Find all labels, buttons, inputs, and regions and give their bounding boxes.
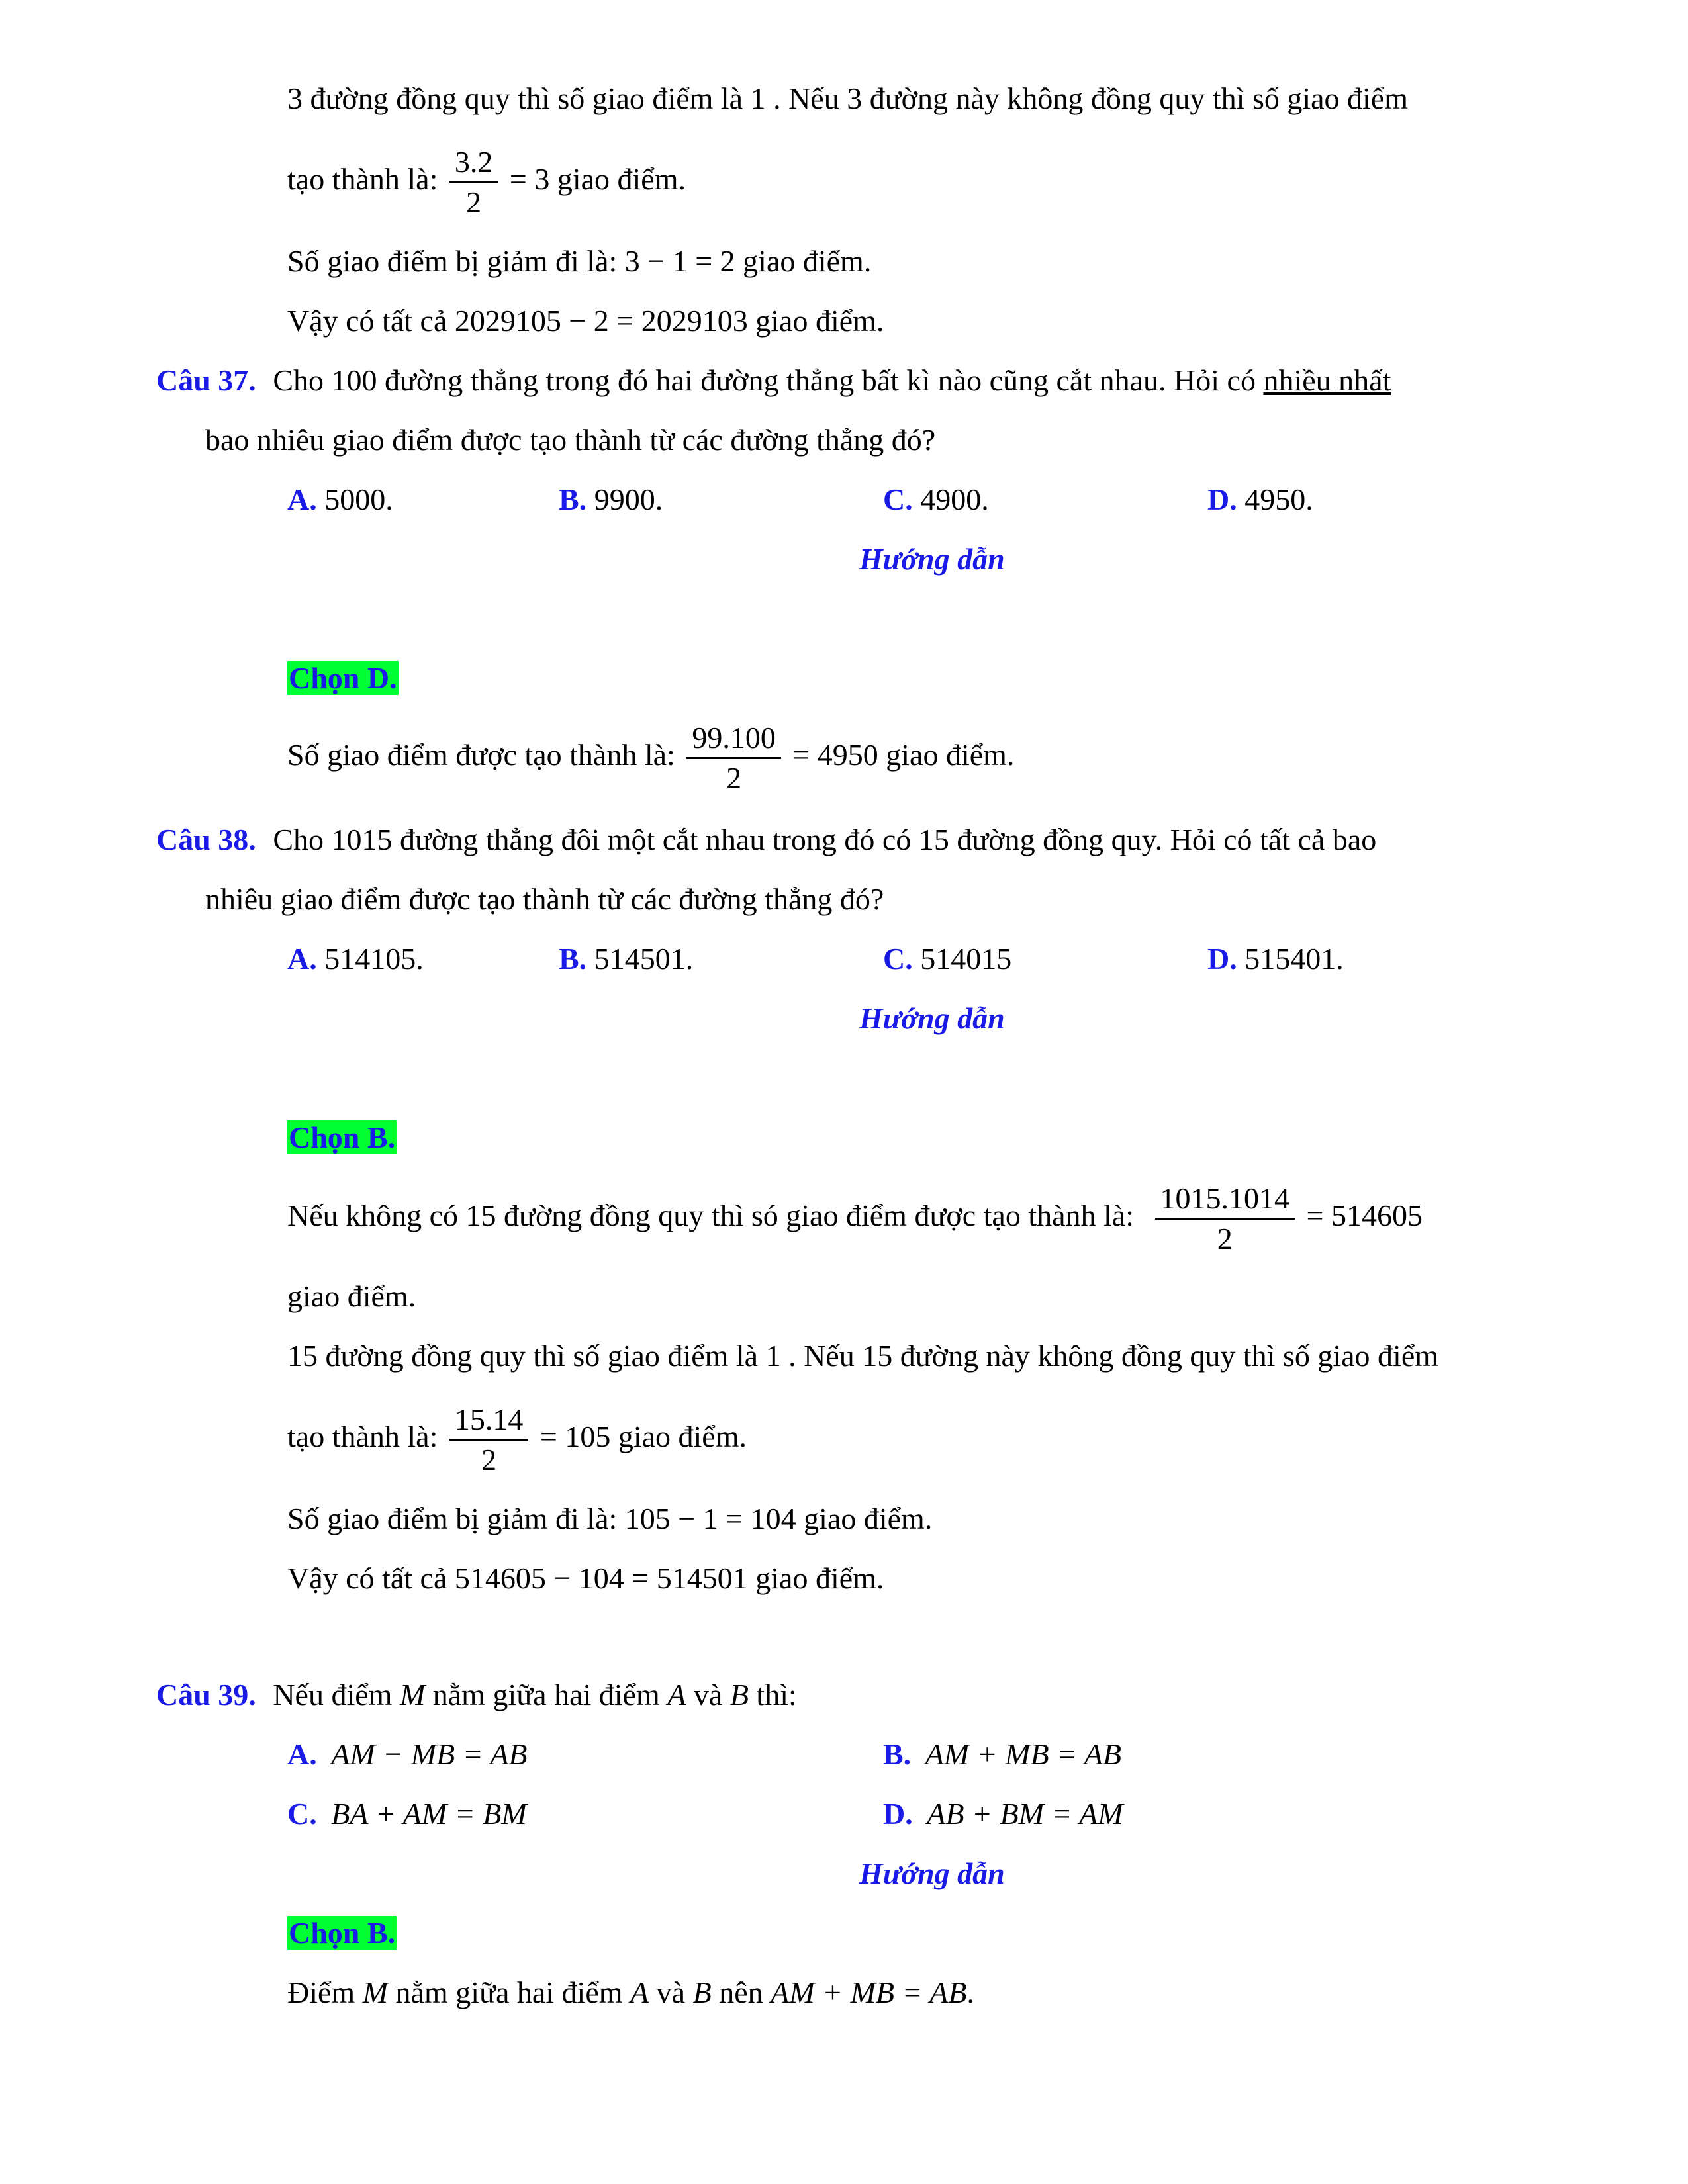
q38-line-1 — [156, 822, 1376, 858]
prev-line-2-text: tạo thành là: — [287, 162, 438, 197]
q38-solution-5: Vậy có tất cả 514605 − 104 = 514501 giao điểm. — [287, 1561, 884, 1595]
q37-line-2: bao nhiêu giao điểm được tạo thành từ các đường thẳng đó? — [205, 423, 936, 457]
q38-choose-badge: Chọn B. — [289, 1120, 396, 1154]
q37-guide-heading: Hướng dẫn — [859, 542, 1005, 576]
fraction — [449, 1402, 529, 1478]
q39-guide-heading: Hướng dẫn — [859, 1856, 1005, 1890]
q38-solution-1: Nếu không có 15 đường đồng quy thì só giao điểm được tạo thành là: $\frac{1015.1014}{2}$ = 514605 — [287, 1181, 1423, 1255]
fraction — [449, 144, 498, 220]
q38-option-d[interactable]: D. 515401. — [1207, 942, 1344, 976]
q37-label: Câu 37. — [156, 363, 256, 397]
fraction — [1155, 1181, 1295, 1257]
q38-option-b[interactable]: B. 514501. — [559, 942, 694, 976]
fraction-denominator: 2 — [481, 1443, 497, 1477]
fraction-numerator: 99.100 — [686, 720, 781, 759]
fraction — [686, 720, 781, 796]
q39-choose-badge: Chọn B. — [289, 1916, 396, 1950]
q38-guide-heading: Hướng dẫn — [859, 1001, 1005, 1035]
prev-line-4: Vậy có tất cả 2029105 − 2 = 2029103 giao điểm. — [287, 304, 884, 338]
q38-choose — [287, 1120, 397, 1156]
q39-label: Câu 39. — [156, 1678, 256, 1711]
prev-line-2 — [287, 144, 686, 220]
fraction-denominator: 2 — [1217, 1222, 1233, 1255]
q38-option-a[interactable]: A. 514105. — [287, 942, 424, 976]
q39-option-a[interactable]: A. AM − MB = AB — [287, 1737, 528, 1771]
q37-option-c[interactable]: C. 4900. — [883, 482, 989, 516]
q37-solution: Số giao điểm được tạo thành là: $\frac{99.100}{2}$ = 4950 giao điểm. — [287, 721, 1015, 795]
q37-line-1 — [156, 363, 1391, 398]
q37-option-a[interactable]: A. 5000. — [287, 482, 393, 516]
q37-text-underlined: nhiều nhất — [1263, 363, 1391, 397]
q38-solution-2: 15 đường đồng quy thì số giao điểm là 1 . Nếu 15 đường này không đồng quy thì số giao điểm — [287, 1339, 1439, 1373]
q39-solution: Điểm M nằm giữa hai điểm A và B nên AM + MB = AB. — [287, 1976, 974, 2009]
q38-solution-3: tạo thành là: $\frac{15.14}{2}$ = 105 giao điểm. — [287, 1402, 747, 1477]
q37-option-d[interactable]: D. 4950. — [1207, 482, 1313, 516]
q37-option-b[interactable]: B. 9900. — [559, 482, 663, 516]
q38-solution-4: Số giao điểm bị giảm đi là: 105 − 1 = 104 giao điểm. — [287, 1502, 933, 1535]
fraction-numerator: 15.14 — [449, 1402, 529, 1441]
fraction-numerator: 1015.1014 — [1155, 1181, 1295, 1220]
fraction-denominator: 2 — [726, 761, 742, 795]
q39-line-1: Câu 39. Nếu điểm M nằm giữa hai điểm A và B thì: — [156, 1678, 797, 1711]
q38-solution-1-cont: giao điểm. — [287, 1279, 416, 1313]
fraction-numerator: 3.2 — [449, 144, 498, 183]
q39-option-b[interactable]: B. AM + MB = AB — [883, 1737, 1121, 1771]
q37-choose — [287, 660, 399, 696]
prev-line-3: Số giao điểm bị giảm đi là: 3 − 1 = 2 giao điểm. — [287, 244, 872, 278]
q38-option-c[interactable]: C. 514015 — [883, 942, 1012, 976]
q39-option-d[interactable]: D. AB + BM = AM — [883, 1797, 1123, 1831]
q38-line-2: nhiêu giao điểm được tạo thành từ các đường thẳng đó? — [205, 882, 884, 916]
q37-choose-badge: Chọn D. — [289, 661, 397, 695]
fraction-denominator: 2 — [466, 185, 482, 219]
q38-label: Câu 38. — [156, 823, 256, 856]
q39-option-c[interactable]: C. BA + AM = BM — [287, 1797, 527, 1831]
q39-choose — [287, 1915, 397, 1951]
q37-text-a: Cho 100 đường thẳng trong đó hai đường thẳng bất kì nào cũng cắt nhau. Hỏi có — [273, 363, 1256, 397]
prev-line-2-after: = 3 giao điểm. — [509, 162, 686, 197]
prev-line-1: 3 đường đồng quy thì số giao điểm là 1 . Nếu 3 đường này không đồng quy thì số giao điểm — [287, 81, 1409, 115]
q38-text-a: Cho 1015 đường thẳng đôi một cắt nhau trong đó có 15 đường đồng quy. Hỏi có tất cả bao — [273, 823, 1377, 856]
